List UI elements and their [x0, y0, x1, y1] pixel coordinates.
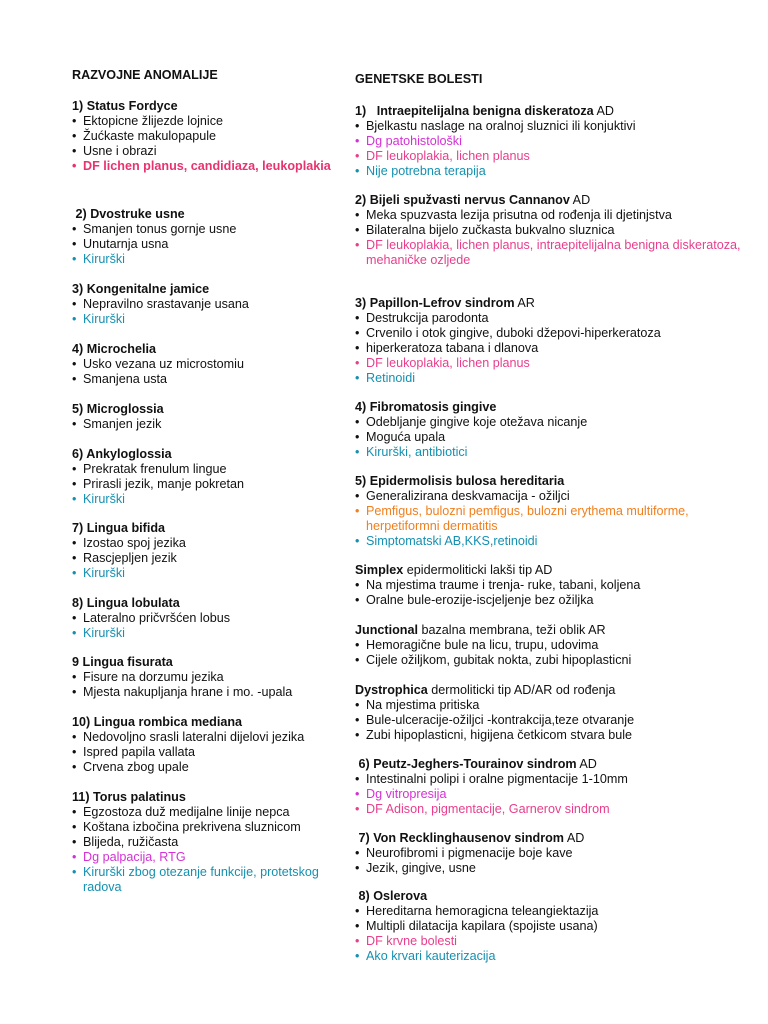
- section-title-text: 1) Intraepitelijalna benigna diskeratoza: [355, 104, 594, 118]
- list-item: • Dg palpacija, RTG: [72, 850, 342, 865]
- list-item: • Pemfigus, bulozni pemfigus, bulozni erythema multiforme, herpetiformni dermatitis: [355, 504, 755, 534]
- section-title: [355, 474, 755, 489]
- section: [72, 596, 342, 641]
- section: [355, 296, 755, 386]
- section-title: [72, 99, 342, 114]
- list-item: • Na mjestima traume i trenja- ruke, tabani, koljena: [355, 578, 755, 593]
- section-title: [72, 282, 342, 297]
- section-title-text: 7) Lingua bifida: [72, 521, 166, 535]
- list-item: • Crvena zbog upale: [72, 760, 342, 775]
- section: [355, 400, 755, 460]
- list-item: • DF Adison, pigmentacije, Garnerov sindrom: [355, 802, 755, 817]
- bullet-list: [72, 222, 342, 267]
- list-item: • Žućkaste makulopapule: [72, 129, 342, 144]
- section: [355, 831, 755, 876]
- section-title-text: 4) Microchelia: [72, 342, 156, 356]
- section-title-text: 7) Von Recklinghausenov sindrom: [355, 831, 565, 845]
- list-item: • Moguća upala: [355, 430, 755, 445]
- section: [72, 207, 342, 267]
- list-item: • Simptomatski AB,KKS,retinoidi: [355, 534, 755, 549]
- bullet-list: [72, 805, 342, 895]
- list-item: • DF leukoplakia, lichen planus: [355, 356, 755, 371]
- list-item: • Prirasli jezik, manje pokretan: [72, 477, 342, 492]
- column-heading: GENETSKE BOLESTI: [355, 72, 483, 86]
- section: [355, 683, 755, 743]
- list-item: • Usne i obrazi: [72, 144, 342, 159]
- section-title: [72, 596, 342, 611]
- list-item: • DF leukoplakia, lichen planus, intraepitelijalna benigna diskeratoza, mehaničke ozljede: [355, 238, 755, 268]
- section-title: [355, 831, 755, 846]
- bullet-list: [355, 415, 755, 460]
- section-title-text: 5) Microglossia: [72, 402, 164, 416]
- list-item: • Smanjen jezik: [72, 417, 342, 432]
- list-item: • Mjesta nakupljanja hrane i mo. -upala: [72, 685, 342, 700]
- section-title: [72, 790, 342, 805]
- section-title: [72, 342, 342, 357]
- section: [72, 99, 342, 174]
- bullet-list: [72, 357, 342, 387]
- list-item: • Ispred papila vallata: [72, 745, 342, 760]
- bullet-list: [72, 730, 342, 775]
- list-item: • Oralne bule-erozije-iscjeljenje bez ožiljka: [355, 593, 755, 608]
- section-title-suffix: epidermoliticki lakši tip AD: [403, 563, 553, 577]
- section-title-text: 1) Status Fordyce: [72, 99, 178, 113]
- section-title-text: 9 Lingua fisurata: [72, 655, 173, 669]
- section-title-text: Junctional: [355, 623, 418, 637]
- list-item: • Smanjen tonus gornje usne: [72, 222, 342, 237]
- section: [355, 474, 755, 549]
- bullet-list: [355, 311, 755, 386]
- section: [72, 790, 342, 895]
- section-title: [355, 563, 755, 578]
- list-item: • Koštana izbočina prekrivena sluznicom: [72, 820, 342, 835]
- list-item: • DF leukoplakia, lichen planus: [355, 149, 755, 164]
- section-title: [355, 757, 755, 772]
- section-title: [72, 655, 342, 670]
- section-title-text: 3) Papillon-Lefrov sindrom: [355, 296, 515, 310]
- section-title-text: 11) Torus palatinus: [72, 790, 186, 804]
- section-title: [355, 400, 755, 415]
- list-item: • Fisure na dorzumu jezika: [72, 670, 342, 685]
- list-item: • Zubi hipoplasticni, higijena četkicom stvara bule: [355, 728, 755, 743]
- section-title-text: 3) Kongenitalne jamice: [72, 282, 210, 296]
- section: [355, 889, 755, 964]
- bullet-list: [72, 114, 342, 174]
- list-item: • Bilateralna bijelo zučkasta bukvalno sluznica: [355, 223, 755, 238]
- section-title-suffix: dermoliticki tip AD/AR od rođenja: [427, 683, 616, 697]
- list-item: • Blijeda, ružičasta: [72, 835, 342, 850]
- section-title: [355, 296, 755, 311]
- bullet-list: [72, 462, 342, 507]
- list-item: • Nedovoljno srasli lateralni dijelovi jezika: [72, 730, 342, 745]
- bullet-list: [72, 670, 342, 700]
- list-item: • Odebljanje gingive koje otežava nicanje: [355, 415, 755, 430]
- section-title-text: 4) Fibromatosis gingive: [355, 400, 497, 414]
- list-item: • Destrukcija parodonta: [355, 311, 755, 326]
- list-item: • Usko vezana uz microstomiu: [72, 357, 342, 372]
- section-title: [355, 104, 755, 119]
- section-title-text: 2) Dvostruke usne: [72, 207, 185, 221]
- bullet-list: [355, 119, 755, 179]
- section-title-text: 8) Oslerova: [355, 889, 428, 903]
- list-item: • Smanjena usta: [72, 372, 342, 387]
- section-title-suffix: AR: [514, 296, 535, 310]
- section-title: [72, 402, 342, 417]
- section: [72, 521, 342, 581]
- section: [72, 282, 342, 327]
- section-title: [355, 623, 755, 638]
- section: [355, 563, 755, 608]
- section-title-text: 6) Peutz-Jeghers-Tourainov sindrom: [355, 757, 577, 771]
- section-title-suffix: AD: [593, 104, 614, 118]
- section: [355, 104, 755, 179]
- list-item: • Kirurški: [72, 566, 342, 581]
- list-item: • Na mjestima pritiska: [355, 698, 755, 713]
- list-item: • Jezik, gingive, usne: [355, 861, 755, 876]
- column-heading: RAZVOJNE ANOMALIJE: [72, 68, 218, 82]
- list-item: • Nepravilno srastavanje usana: [72, 297, 342, 312]
- section-title-text: Dystrophica: [355, 683, 428, 697]
- list-item: • hiperkeratoza tabana i dlanova: [355, 341, 755, 356]
- bullet-list: [72, 536, 342, 581]
- section-title-suffix: AD: [576, 757, 597, 771]
- list-item: • Cijele ožiljkom, gubitak nokta, zubi hipoplasticni: [355, 653, 755, 668]
- list-item: • Hereditarna hemoragicna teleangiektazija: [355, 904, 755, 919]
- list-item: • Kirurški: [72, 626, 342, 641]
- section-title: [355, 889, 755, 904]
- list-item: • Kirurški: [72, 312, 342, 327]
- list-item: • Dg patohistološki: [355, 134, 755, 149]
- list-item: • Unutarnja usna: [72, 237, 342, 252]
- bullet-list: [355, 578, 755, 608]
- bullet-list: [72, 297, 342, 327]
- section-title-text: 10) Lingua rombica mediana: [72, 715, 243, 729]
- section-title-suffix: bazalna membrana, teži oblik AR: [417, 623, 606, 637]
- section-title: [72, 447, 342, 462]
- bullet-list: [72, 417, 342, 432]
- section: [72, 342, 342, 387]
- section: [355, 193, 755, 268]
- list-item: • Rascjepljen jezik: [72, 551, 342, 566]
- section-title: [72, 521, 342, 536]
- list-item: • Prekratak frenulum lingue: [72, 462, 342, 477]
- list-item: • Lateralno pričvršćen lobus: [72, 611, 342, 626]
- list-item: • Kirurški, antibiotici: [355, 445, 755, 460]
- section-title: [355, 193, 755, 208]
- section-title-text: 6) Ankyloglossia: [72, 447, 172, 461]
- section-title: [355, 683, 755, 698]
- bullet-list: [355, 698, 755, 743]
- list-item: • Bjelkastu naslage na oralnoj sluznici ili konjuktivi: [355, 119, 755, 134]
- list-item: • Meka spuzvasta lezija prisutna od rođenja ili djetinjstva: [355, 208, 755, 223]
- section-title-text: 5) Epidermolisis bulosa hereditaria: [355, 474, 565, 488]
- list-item: • Intestinalni polipi i oralne pigmentacije 1-10mm: [355, 772, 755, 787]
- bullet-list: [355, 904, 755, 964]
- section: [355, 623, 755, 668]
- list-item: • Bule-ulceracije-ožiljci -kontrakcija,teze otvaranje: [355, 713, 755, 728]
- section-title-text: Simplex: [355, 563, 404, 577]
- list-item: • Multipli dilatacija kapilara (spojiste usana): [355, 919, 755, 934]
- list-item: • Hemoragične bule na licu, trupu, udovima: [355, 638, 755, 653]
- bullet-list: [355, 208, 755, 268]
- bullet-list: [355, 638, 755, 668]
- section-title-text: 8) Lingua lobulata: [72, 596, 180, 610]
- section-title-text: 2) Bijeli spužvasti nervus Cannanov: [355, 193, 570, 207]
- section: [355, 757, 755, 817]
- list-item: • Izostao spoj jezika: [72, 536, 342, 551]
- list-item: • Kirurški: [72, 252, 342, 267]
- list-item: • Crvenilo i otok gingive, duboki džepovi-hiperkeratoza: [355, 326, 755, 341]
- list-item: • Egzostoza duž medijalne linije nepca: [72, 805, 342, 820]
- list-item: • Kirurški zbog otezanje funkcije, protetskog radova: [72, 865, 342, 895]
- list-item: • Nije potrebna terapija: [355, 164, 755, 179]
- list-item: • Neurofibromi i pigmenacije boje kave: [355, 846, 755, 861]
- list-item: • DF krvne bolesti: [355, 934, 755, 949]
- list-item: • DF lichen planus, candidiaza, leukoplakia: [72, 159, 342, 174]
- section-title: [72, 207, 342, 222]
- list-item: • Retinoidi: [355, 371, 755, 386]
- bullet-list: [355, 846, 755, 876]
- section: [72, 715, 342, 775]
- section-title: [72, 715, 342, 730]
- section-title-suffix: AD: [564, 831, 585, 845]
- bullet-list: [355, 772, 755, 817]
- section: [72, 402, 342, 432]
- list-item: • Ektopicne žlijezde lojnice: [72, 114, 342, 129]
- section: [72, 655, 342, 700]
- list-item: • Generalizirana deskvamacija - ožiljci: [355, 489, 755, 504]
- list-item: • Ako krvari kauterizacija: [355, 949, 755, 964]
- bullet-list: [72, 611, 342, 641]
- section: [72, 447, 342, 507]
- bullet-list: [355, 489, 755, 549]
- list-item: • Dg vitropresija: [355, 787, 755, 802]
- list-item: • Kirurški: [72, 492, 342, 507]
- section-title-suffix: AD: [569, 193, 591, 207]
